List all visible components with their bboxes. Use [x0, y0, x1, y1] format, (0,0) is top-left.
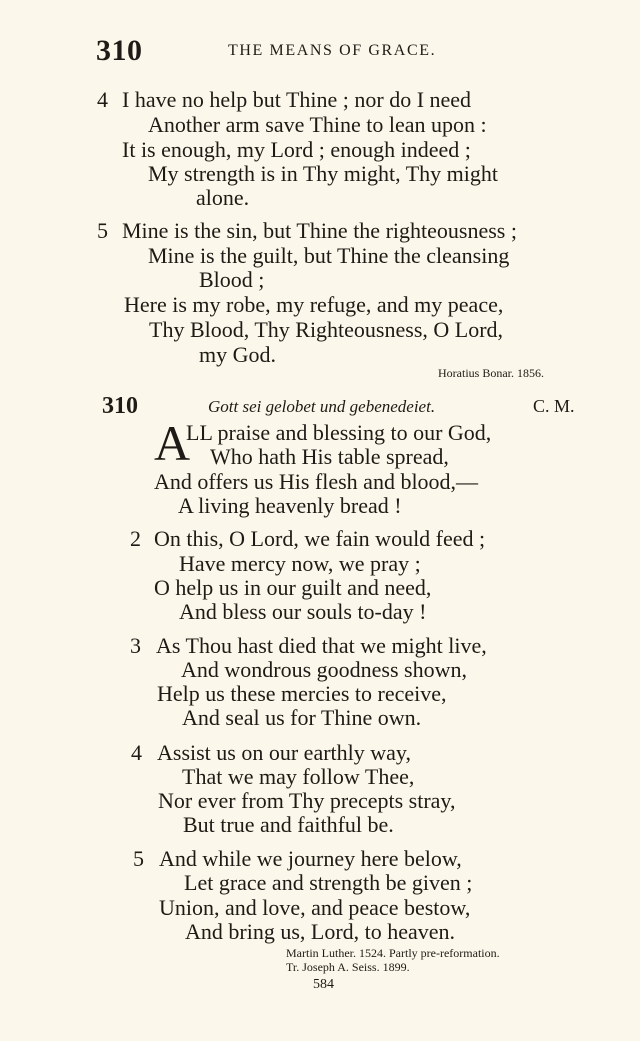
- tune-name: Gott sei gelobet und gebenedeiet.: [208, 397, 436, 416]
- verse-line: O help us in our guilt and need,: [154, 575, 432, 600]
- stanza-number: 2: [130, 526, 141, 551]
- author-credit: Horatius Bonar. 1856.: [438, 366, 544, 380]
- stanza-number: 4: [97, 87, 108, 112]
- verse-line: It is enough, my Lord ; enough indeed ;: [122, 137, 471, 162]
- verse-line: Here is my robe, my refuge, and my peace,: [124, 292, 504, 317]
- verse-line: Mine is the sin, but Thine the righteousness ;: [122, 218, 517, 243]
- verse-line: Assist us on our earthly way,: [157, 740, 411, 765]
- verse-line: A living heavenly bread !: [178, 493, 402, 518]
- hymn-number: 310: [102, 393, 138, 419]
- drop-cap: A: [154, 415, 191, 471]
- verse-line: And seal us for Thine own.: [182, 705, 422, 730]
- stanza-number: 5: [133, 846, 144, 871]
- verse-line: I have no help but Thine ; nor do I need: [122, 87, 472, 112]
- verse-line: Nor ever from Thy precepts stray,: [158, 788, 456, 813]
- verse-line: And wondrous goodness shown,: [181, 657, 467, 682]
- verse-line: That we may follow Thee,: [182, 764, 415, 789]
- verse-line: my God.: [199, 342, 276, 367]
- verse-line: And bless our souls to-day !: [179, 599, 427, 624]
- verse-line: And bring us, Lord, to heaven.: [185, 919, 456, 944]
- verse-line: Help us these mercies to receive,: [157, 681, 447, 706]
- verse-line: And offers us His flesh and blood,—: [154, 469, 479, 494]
- stanza-number: 4: [131, 740, 142, 765]
- verse-line: Union, and love, and peace bestow,: [159, 895, 471, 920]
- author-credit: Martin Luther. 1524. Partly pre-reformation.: [286, 946, 500, 960]
- verse-line: Blood ;: [199, 267, 265, 292]
- verse-line: Let grace and strength be given ;: [184, 870, 473, 895]
- stanza-number: 5: [97, 218, 108, 243]
- verse-line: Have mercy now, we pray ;: [179, 551, 421, 576]
- verse-line: LL praise and blessing to our God,: [186, 420, 492, 445]
- verse-line: alone.: [196, 185, 250, 210]
- translator-credit: Tr. Joseph A. Seiss. 1899.: [286, 960, 410, 974]
- verse-line: Another arm save Thine to lean upon :: [148, 112, 487, 137]
- verse-line: Mine is the guilt, but Thine the cleansing: [148, 243, 510, 268]
- verse-line: And while we journey here below,: [159, 846, 462, 871]
- stanza-number: 3: [130, 633, 141, 658]
- verse-line: But true and faithful be.: [183, 812, 394, 837]
- verse-line: My strength is in Thy might, Thy might: [148, 161, 498, 186]
- footer-page-number: 584: [313, 977, 334, 992]
- verse-line: On this, O Lord, we fain would feed ;: [154, 526, 486, 551]
- verse-line: Thy Blood, Thy Righteousness, O Lord,: [149, 317, 504, 342]
- running-title: THE MEANS OF GRACE.: [228, 42, 437, 59]
- verse-line: Who hath His table spread,: [210, 444, 449, 469]
- verse-line: As Thou hast died that we might live,: [156, 633, 487, 658]
- page-number: 310: [96, 34, 143, 67]
- meter: C. M.: [533, 396, 575, 416]
